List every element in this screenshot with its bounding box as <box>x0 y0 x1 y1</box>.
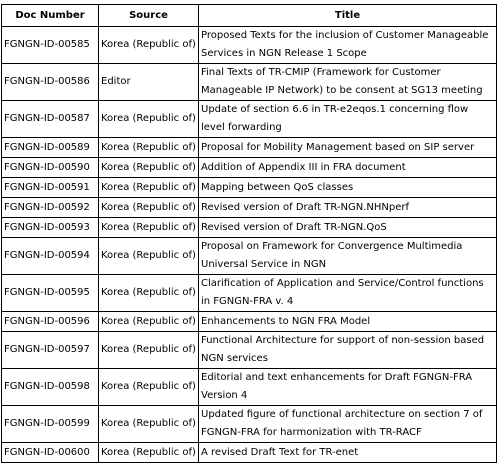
title-line: Proposal for Mobility Management based on SIP server <box>201 141 475 153</box>
title-line: Editorial and text enhancements for Draft FGNGN-FRA <box>201 372 473 383</box>
title-line: Mapping between QoS classes <box>201 181 354 193</box>
title-line: FGNGN-FRA for harmonization with TR-RACF <box>201 427 422 438</box>
doc-number-cell: FGNGN-ID-00595 <box>2 275 99 312</box>
table-row <box>2 101 497 138</box>
doc-number-cell: FGNGN-ID-00591 <box>2 178 99 198</box>
table-row <box>2 198 497 218</box>
title-line: Revised version of Draft TR-NGN.QoS <box>201 221 387 233</box>
table-row <box>2 158 497 178</box>
title-line: Final Texts of TR-CMIP (Framework for Customer <box>201 67 441 78</box>
table-row <box>2 369 497 406</box>
table-row <box>2 178 497 198</box>
doc-number-cell: FGNGN-ID-00585 <box>2 27 99 64</box>
table-row <box>2 64 497 101</box>
title-line: A revised Draft Text for TR-enet <box>201 446 359 458</box>
doc-number-cell: FGNGN-ID-00599 <box>2 406 99 443</box>
title-cell <box>199 138 497 158</box>
title-cell <box>199 369 497 406</box>
header-row <box>2 5 497 27</box>
table-row <box>2 218 497 238</box>
doc-number-cell: FGNGN-ID-00596 <box>2 312 99 332</box>
title-line: Services in NGN Release 1 Scope <box>201 48 367 59</box>
title-line: Updated figure of functional architecture on section 7 of <box>201 409 483 420</box>
title-cell <box>199 64 497 101</box>
title-cell <box>199 27 497 64</box>
title-line: Enhancements to NGN FRA Model <box>201 315 371 327</box>
table-row <box>2 406 497 443</box>
table-row <box>2 138 497 158</box>
doc-number-cell: FGNGN-ID-00587 <box>2 101 99 138</box>
document-table <box>1 4 497 463</box>
title-line: NGN services <box>201 353 268 364</box>
doc-number-cell: FGNGN-ID-00600 <box>2 443 99 463</box>
title-cell <box>199 275 497 312</box>
table-row <box>2 27 497 64</box>
title-cell <box>199 198 497 218</box>
source-cell: Korea (Republic of) <box>99 138 199 158</box>
source-cell: Korea (Republic of) <box>99 178 199 198</box>
title-line: Addition of Appendix III in FRA document <box>201 161 406 173</box>
table-row <box>2 312 497 332</box>
title-line: Revised version of Draft TR-NGN.NHNperf <box>201 201 410 213</box>
table-row <box>2 238 497 275</box>
table-row <box>2 332 497 369</box>
doc-number-cell: FGNGN-ID-00594 <box>2 238 99 275</box>
source-cell: Korea (Republic of) <box>99 312 199 332</box>
title-line: Proposal on Framework for Convergence Multimedia <box>201 241 463 252</box>
title-cell <box>199 101 497 138</box>
source-cell: Korea (Republic of) <box>99 238 199 275</box>
source-cell: Editor <box>99 64 199 101</box>
header-source: Source <box>99 5 199 27</box>
doc-number-cell: FGNGN-ID-00598 <box>2 369 99 406</box>
title-line: level forwarding <box>201 122 282 133</box>
title-cell <box>199 443 497 463</box>
title-cell <box>199 312 497 332</box>
doc-number-cell: FGNGN-ID-00592 <box>2 198 99 218</box>
title-cell <box>199 332 497 369</box>
source-cell: Korea (Republic of) <box>99 369 199 406</box>
source-cell: Korea (Republic of) <box>99 101 199 138</box>
source-cell: Korea (Republic of) <box>99 275 199 312</box>
title-line: Manageable IP Network) to be consent at SG13 meeting <box>201 85 483 96</box>
title-cell <box>199 218 497 238</box>
title-line: Proposed Texts for the inclusion of Customer Manageable <box>201 30 489 41</box>
title-line: Update of section 6.6 in TR-e2eqos.1 concerning flow <box>201 104 469 115</box>
source-cell: Korea (Republic of) <box>99 443 199 463</box>
source-cell: Korea (Republic of) <box>99 27 199 64</box>
title-line: Universal Service in NGN <box>201 259 327 270</box>
table-row <box>2 443 497 463</box>
doc-number-cell: FGNGN-ID-00593 <box>2 218 99 238</box>
title-cell <box>199 178 497 198</box>
doc-number-cell: FGNGN-ID-00597 <box>2 332 99 369</box>
doc-number-cell: FGNGN-ID-00586 <box>2 64 99 101</box>
header-title: Title <box>199 5 497 27</box>
title-cell <box>199 158 497 178</box>
title-cell <box>199 238 497 275</box>
title-line: Functional Architecture for support of non-session based <box>201 335 485 346</box>
header-doc-number: Doc Number <box>2 5 99 27</box>
source-cell: Korea (Republic of) <box>99 406 199 443</box>
table-body <box>2 27 497 463</box>
source-cell: Korea (Republic of) <box>99 198 199 218</box>
title-line: Clarification of Application and Service/Control functions <box>201 278 484 289</box>
doc-number-cell: FGNGN-ID-00589 <box>2 138 99 158</box>
source-cell: Korea (Republic of) <box>99 218 199 238</box>
table-row <box>2 275 497 312</box>
title-cell <box>199 406 497 443</box>
source-cell: Korea (Republic of) <box>99 332 199 369</box>
source-cell: Korea (Republic of) <box>99 158 199 178</box>
doc-number-cell: FGNGN-ID-00590 <box>2 158 99 178</box>
title-line: in FGNGN-FRA v. 4 <box>201 296 294 307</box>
title-line: Version 4 <box>201 390 248 401</box>
